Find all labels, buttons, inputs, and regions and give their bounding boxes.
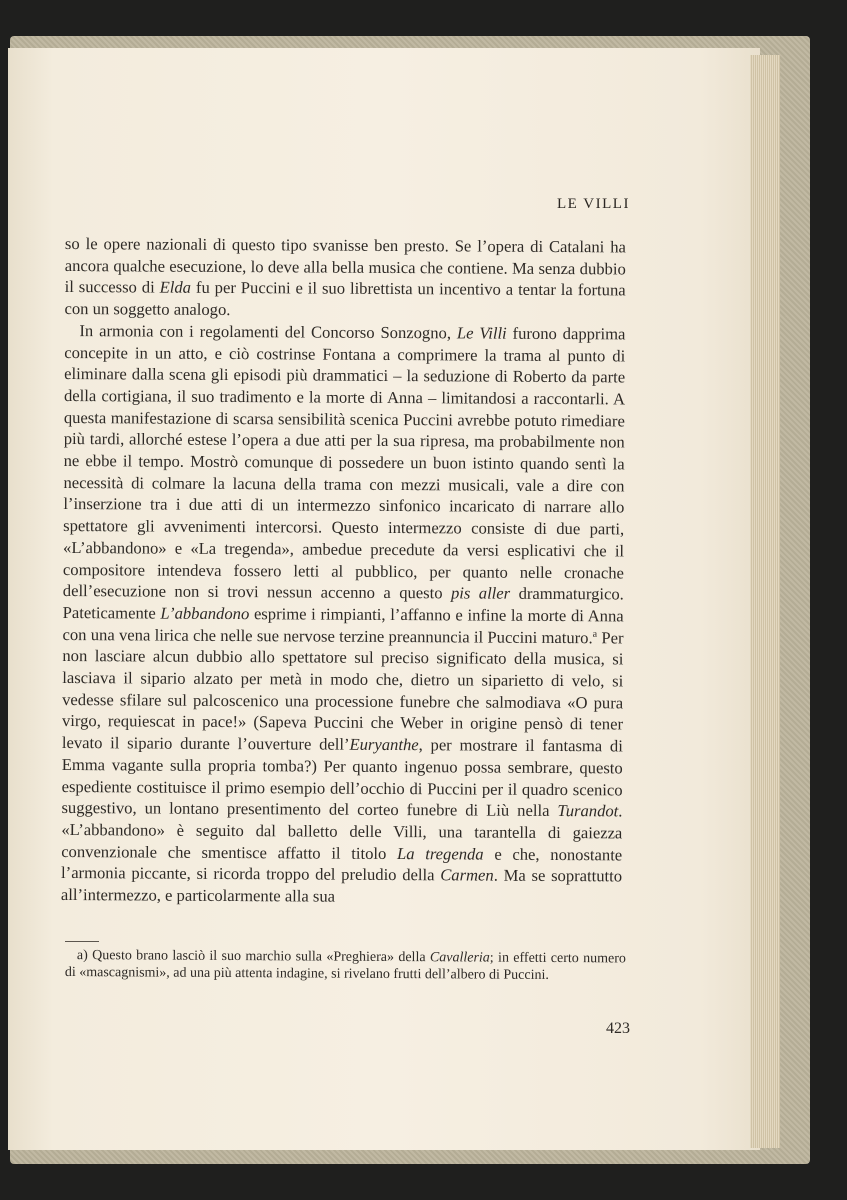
italic-title: La tregenda [396, 843, 484, 864]
text-run: In armonia con i regolamenti del Concorso Sonzogno, [79, 320, 457, 343]
text-run: . Ma se soprattutto all’intermezzo, e particolarmente alla sua [60, 866, 623, 906]
text-run: Per non lasciare alcun dubbio allo spettatore sul preciso significato della musica, si lasciava il sipario alzato per metà in modo che, dietro un siparietto di velo, si vedesse sfilare sul palcoscenico una processione funebre che salmodiava «O pura virgo, requiescat in pace!» (Sapeva Puccini che Weber in origine pensò di tener levato il sipario durante l’ouverture dell’ [61, 627, 624, 754]
footnote-text-before: Questo brano lasciò il suo marchio sulla «Preghiera» della [87, 948, 430, 966]
text-run: drammaturgico. Pateticamente [62, 583, 624, 623]
text-run: , per mostrare il fantasma di Emma vagante sulla propria tomba?) Per quanto ingenuo possa sembrare, questo espediente costituisce il primo esempio dell’occhio di Puccini per il quadro scenico suggestivo, un lontano presentimento del corteo funebre di Liù nella [61, 735, 623, 821]
text-run: esprime i rimpianti, l’affanno e infine la morte di Anna con una vena lirica che nelle sue nervose terzine preannuncia il Puccini maturo. [62, 604, 624, 647]
page-edges [750, 55, 780, 1148]
text-run: furono dapprima concepite in un atto, e ciò costrinse Fontana a comprimere la trama al punto di eliminare dalla scena gli episodi più drammatici – la seduzione di Roberto da parte della cortigiana, il suo tradimento e la morte di Anna – limitandosi a raccontarli. A questa manifestazione di scarsa sensibilità scenica Puccini avrebbe potuto rimediare più tardi, allorché estese l’opera a due atti per la sua ripresa, ma probabilmente non ne ebbe il tempo. Mostrò comunque di possedere un buon istinto quando sentì la necessità di colmare la lacuna della trama con mezzi musicali, vale a dire con l’inserzione tra i due atti di un intermezzo sinfonico incaricato di narrare allo spettatore gli avvenimenti intercorsi. Questo intermezzo consiste di due parti, «L’abbandono» e «La tregenda», ambedue precedute da versi esplicativi che il compositore intendeva fossero letti al pubblico, per quanto nelle cronache dell’esecuzione non si trovi nessun accenno a questo [62, 323, 626, 603]
italic-title: L’abbandono [160, 603, 250, 624]
italic-title: pis aller [450, 583, 511, 603]
italic-title: Euryanthe [349, 734, 419, 755]
italic-title: Elda [159, 277, 192, 298]
text-run: . «L’abbandono» è seguito dal balletto delle Villi, una tarantella di gaiezza convenzionale che smentisce affatto il titolo [61, 801, 623, 863]
text-run: fu per Puccini e il suo librettista un incentivo a tentar la fortuna con un soggetto analogo. [64, 278, 626, 320]
footnote-italic: Cavalleria [429, 950, 490, 966]
italic-title: Le Villi [456, 323, 507, 343]
footnote-marker: a) [76, 948, 88, 964]
footnote-ref: a [592, 628, 598, 640]
text-run: so le opere nazionali di questo tipo svanisse ben presto. Se l’opera di Catalani ha ancora qualche esecuzione, lo deve alla bella musica che contiene. Ma senza dubbio il successo di [64, 233, 626, 297]
running-head: LE VILLI [557, 196, 630, 212]
text-run: e che, nonostante l’armonia piccante, si ricorda troppo del preludio della [61, 844, 623, 885]
footnote-text-after: ; in effetti certo numero di «mascagnismi», ad una più attenta indagine, si rivelano frutti dell’albero di Puccini. [64, 950, 626, 983]
body-text [61, 233, 626, 909]
italic-title: Carmen [440, 865, 494, 886]
page-number: 423 [606, 1020, 630, 1037]
italic-title: Turandot [557, 801, 619, 821]
footnote-rule [65, 941, 99, 942]
body-paragraph [61, 320, 626, 909]
body-paragraph [64, 233, 626, 323]
footnote [65, 947, 626, 984]
